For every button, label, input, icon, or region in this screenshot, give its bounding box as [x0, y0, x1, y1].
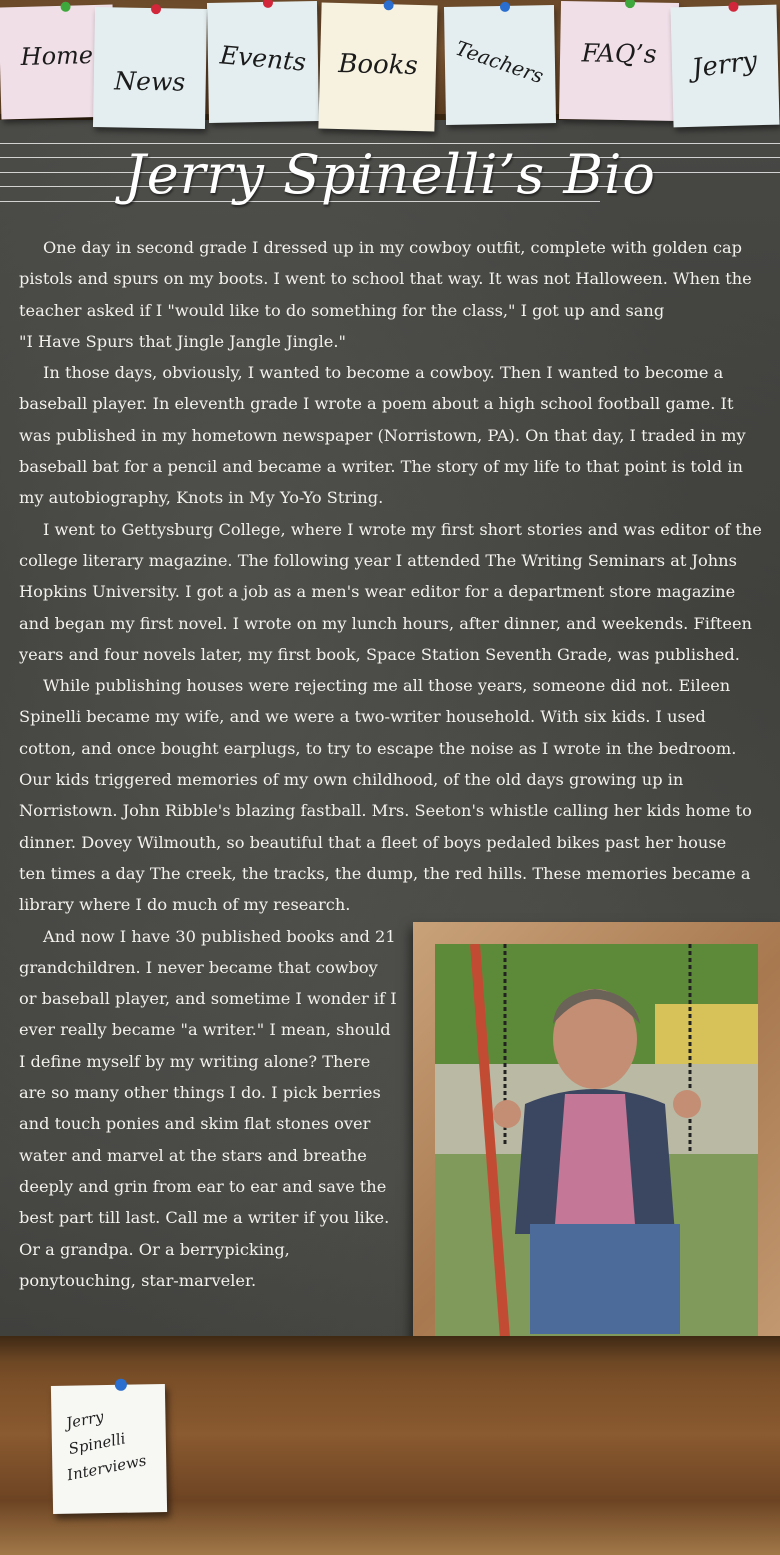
- nav-jerry[interactable]: [670, 5, 779, 128]
- pushpin-icon: [625, 0, 635, 8]
- interviews-note-line: Interviews: [65, 1451, 148, 1485]
- pushpin-icon: [383, 0, 393, 10]
- pushpin-icon: [60, 2, 70, 12]
- pushpin-icon: [263, 0, 273, 8]
- nav-events-label: Events: [218, 39, 308, 77]
- bio-paragraph: In those days, obviously, I wanted to become a cowboy. Then I wanted to become a baseball player. In eleventh grade I wrote a poem about a high school football game. It was published in my hometown newspaper (Norristown, PA). On that day, I traded in my baseball bat for a pencil and became a writer. The story of my life to that point is told in my autobiography, Knots in My Yo-Yo String.: [19, 363, 746, 508]
- nav-news-label: News: [114, 65, 186, 97]
- nav-faqs[interactable]: [559, 1, 679, 121]
- nav-jerry-label: Jerry: [690, 45, 760, 85]
- bio-paragraph: While publishing houses were rejecting me all those years, someone did not. Eileen Spinelli became my wife, and we were a two-writer household. With six kids. I used cotton, and once bought earplugs, to try to escape the noise as I wrote in the bedroom. Our kids triggered memories of my own childhood, of the old days growing up in Norristown. John Ribble's blazing fastball. Mrs. Seeton's whistle calling her kids home to dinner. Dovey Wilmouth, so beautiful that a fleet of boys pedaled bikes past her house ten times a day The creek, the tracks, the dump, the red hills. These memories became a library where I do much of my research.: [19, 676, 752, 915]
- interviews-note[interactable]: [51, 1384, 167, 1514]
- pushpin-icon: [151, 4, 161, 14]
- bio-paragraph: "I Have Spurs that Jingle Jangle Jingle.": [19, 331, 346, 351]
- nav-news[interactable]: [93, 7, 207, 129]
- interviews-note-line: Spinelli: [67, 1429, 128, 1459]
- bio-paragraph: I went to Gettysburg College, where I wrote my first short stories and was editor of the college literary magazine. The following year I attended The Writing Seminars at Johns Hopkins University. I got a job as a men's wear editor for a department store magazine and began my first novel. I wrote on my lunch hours, after dinner, and weekends. Fifteen years and four novels later, my first book, Space Station Seventh Grade, was published.: [19, 519, 762, 664]
- bio-paragraph: And now I have 30 published books and 21 grandchildren. I never became that cowboy or baseball player, and sometime I wonder if I ever really became "a writer." I mean, should I define myself by my writing alone? There are so many other things I do. I pick berries and touch ponies and skim flat stones over water and marvel at the stars and breathe deeply and grin from ear to ear and save the best part till last. Call me a writer if you like. Or a grandpa. Or a berrypicking, ponytouching, star-marveler.: [19, 926, 397, 1290]
- pushpin-icon: [728, 2, 738, 12]
- pushpin-icon: [115, 1379, 127, 1391]
- nav-books-label: Books: [337, 48, 419, 82]
- author-on-swing-image: [435, 944, 758, 1338]
- nav-home-label: Home: [20, 41, 94, 71]
- nav-books[interactable]: [318, 3, 437, 132]
- bio-paragraph: One day in second grade I dressed up in my cowboy outfit, complete with golden cap pistols and spurs on my boots. I went to school that way. It was not Halloween. When the teacher asked if I "would like to do something for the class," I got up and sang: [19, 238, 752, 320]
- nav-teachers-label: Teachers: [452, 35, 548, 89]
- pushpin-icon: [500, 2, 510, 12]
- author-photo: [435, 944, 758, 1338]
- ledge-edge: [0, 1336, 780, 1362]
- nav-faqs-label: FAQ’s: [581, 37, 657, 69]
- interviews-note-line: Jerry: [64, 1407, 106, 1433]
- nav-teachers[interactable]: [444, 5, 556, 125]
- page-title: Jerry Spinelli’s Bio: [124, 143, 656, 206]
- nav-events[interactable]: [207, 1, 319, 123]
- author-photo-frame: [413, 922, 780, 1360]
